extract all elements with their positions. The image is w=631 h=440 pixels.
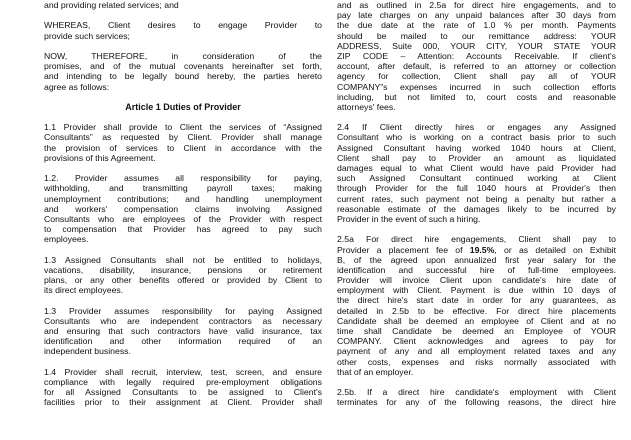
text-line: 2.5a For direct hire engagements, Client shall pay to (337, 234, 616, 245)
left-column (44, 0, 322, 408)
text-line: Consultant who is working on a contract basis prior to such (337, 132, 616, 143)
text-line: such Assigned Consultant continued working at Client (337, 173, 616, 184)
text-line: Candidate shall be deemed an employee of Client and at no (337, 315, 616, 326)
text-line: agency for collection, Client shall pay all of YOUR (337, 71, 616, 82)
text-line: Provider will invoice Client upon candidate's hire date of (337, 275, 616, 286)
text-line: 1.1 Provider shall provide to Client the services of “Assigned (44, 122, 322, 133)
text-line: payment of any and all employment related taxes and any (337, 346, 616, 357)
text-line: and workers' compensation claims involving Assigned (44, 203, 322, 214)
text-line: 1.2. Provider assumes all responsibility for paying, (44, 173, 322, 184)
text-line: agree as follows: (44, 81, 110, 92)
text-line: its direct employees. (44, 285, 124, 296)
text-line: 2.4 If Client directly hires or engages any Assigned (337, 122, 616, 133)
right-column (337, 0, 616, 408)
text-line: identification and successful hire of full-time employees. (337, 264, 616, 275)
text-line: that of an employer. (337, 366, 414, 377)
text-line: and as outlined in 2.5a for direct hire engagements, and to (337, 0, 616, 10)
text-line: promises, and of the mutual covenants hereinafter set forth, (44, 61, 322, 72)
text-line: provisions of this Agreement. (44, 152, 156, 163)
paragraph-gap (44, 295, 322, 305)
paragraph-gap (44, 10, 322, 20)
text-line: COMPANY. Client acknowledges and agrees to pay for (337, 336, 616, 347)
paragraph-gap (44, 245, 322, 255)
text-line: Provider in the event of such a hiring. (337, 213, 481, 224)
text-line: Consultants” as requested by Client. Provider shall manage (44, 132, 322, 143)
text-line: to compensation that Provider has agreed to pay such (44, 224, 322, 235)
text-line: employees. (44, 234, 89, 245)
text-line: COMPANY”s expenses incurred in such collection efforts (337, 81, 616, 92)
text-line: and intending to be legally bound hereby, the parties hereto (44, 71, 322, 82)
paragraph-gap (44, 92, 322, 102)
text-line: unemployment contributions; and handling unemployment (44, 193, 322, 204)
text-line: 2.5b. If a direct hire candidate's employment with Client (337, 387, 616, 398)
text-line: 1.3 Assigned Consultants shall not be entitled to holidays, (44, 254, 322, 265)
text-line: the due date at the rate of 1.0 % per month. Payments (337, 20, 616, 31)
text-line: and ensuring that such contractors have valid insurance, tax (44, 326, 322, 336)
text-line: terminates for any of the following reasons, the direct hire (337, 397, 616, 408)
text-line (337, 245, 616, 255)
text-line: facilities prior to their assignment at Client. Provider shall (44, 397, 322, 408)
paragraph-gap (337, 377, 616, 387)
text-line: ZIP CODE – Attention: Accounts Receivable. If client's (337, 50, 616, 61)
text-line: current rates, such payment not being a penalty but rather a (337, 193, 616, 204)
text-line: B, of the agreed upon annualized first year salary for the (337, 254, 616, 265)
paragraph-gap (44, 163, 322, 173)
text-line: Consultants who are employees of the Provider with respect (44, 213, 322, 224)
text-line: NOW, THEREFORE, in consideration of the (44, 50, 322, 61)
text-line: WHEREAS, Client desires to engage Provider to (44, 20, 322, 31)
text-line: including, but not limited to, court costs and reasonable (337, 91, 616, 102)
text-line: Assigned Consultant having worked 1040 hours at Client, (337, 142, 616, 153)
text-line: and providing related services; and (44, 0, 179, 10)
text-line: Client shall pay to Provider an amount as liquidated (337, 152, 616, 163)
paragraph-gap (44, 112, 322, 122)
text-line: damages equal to what Client would have paid Provider had (337, 163, 616, 173)
text-line: for all Assigned Consultants to be assigned to Client's (44, 387, 322, 398)
text-line: withholding, and transmitting payroll taxes; making (44, 183, 322, 194)
paragraph-gap (337, 112, 616, 122)
text-line: time shall Candidate be deemed an Employee of YOUR (337, 326, 616, 336)
text-line: vacations, disability, insurance, pensions or retirement (44, 264, 322, 275)
text-line: other costs, expenses and risks normally associated with (337, 356, 616, 367)
text-line: Consultants who are independent contractors as necessary (44, 315, 322, 326)
text-line: 1.3 Provider assumes responsibility for paying Assigned (44, 305, 322, 316)
text-line: ADDRESS, Suite 000, YOUR CITY, YOUR STATE YOUR (337, 40, 616, 51)
text-line: attorneys' fees. (337, 101, 396, 112)
text-line: pay late charges on any unpaid balances after 30 days from (337, 10, 616, 21)
text-line: detailed in 2.5b to be effective. For direct hire placements (337, 305, 616, 316)
text-line: the provision of services to Client in accordance with the (44, 142, 322, 153)
paragraph-gap (44, 357, 322, 367)
text-run: Provider a placement fee of (337, 244, 470, 255)
text-line: the direct hire's start date in order for any guarantees, as (337, 295, 616, 306)
placement-fee-value: 19.5% (469, 244, 495, 255)
text-line: through Provider for the full 1040 hours at Provider's then (337, 183, 616, 194)
text-line: account, after default, is referred to an attorney or collection (337, 61, 616, 72)
paragraph-gap (337, 224, 616, 234)
text-line: reasonable estimate of the damages likely to be incurred by (337, 203, 616, 214)
text-line: should be mailed to our remittance address: YOUR (337, 30, 616, 41)
text-line: independent business. (44, 346, 131, 357)
text-run: , or as detailed on Exhibit (494, 244, 616, 255)
text-line: identification and other information required of an (44, 336, 322, 347)
text-line: compliance with legally required pre-employment obligations (44, 376, 322, 387)
text-line: plans, or any other benefits offered or provided by Client to (44, 275, 322, 286)
article-heading: Article 1 Duties of Provider (125, 101, 241, 112)
text-line: employment with Client. Payment is due within 10 days of (337, 285, 616, 296)
paragraph-gap (44, 41, 322, 51)
text-line: provide such services; (44, 30, 130, 41)
text-line: 1.4 Provider shall recruit, interview, test, screen, and ensure (44, 366, 322, 377)
